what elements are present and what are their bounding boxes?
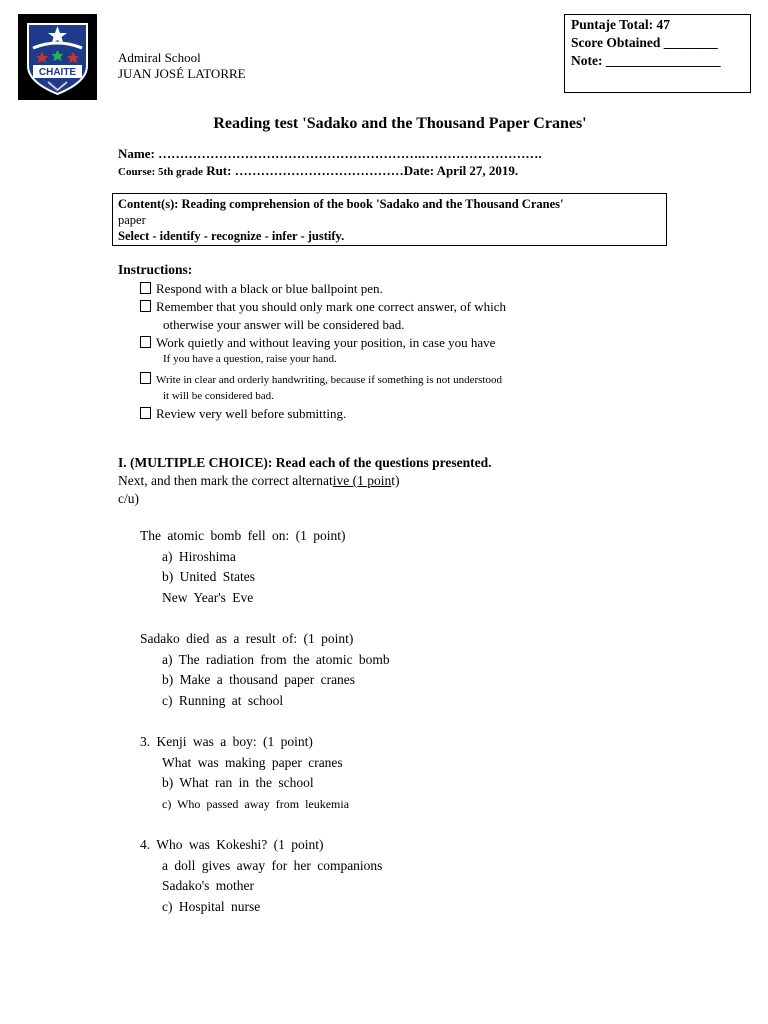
page-title: Reading test 'Sadako and the Thousand Paper Cranes' [213, 115, 587, 132]
question-stem: Sadako died as a result of: (1 point) [140, 631, 354, 646]
score-obtained: Score Obtained ________ [571, 35, 718, 50]
section-instruction-end: c/u) [118, 491, 139, 506]
option-a[interactable]: a) The radiation from the atomic bomb [162, 651, 390, 667]
section-heading: I. (MULTIPLE CHOICE): Read each of the questions presented. [118, 455, 492, 470]
question-1 [140, 526, 345, 609]
student-name-line: Name: …………………………………………………….………………………. [118, 146, 542, 161]
option-b[interactable]: b) Make a thousand paper cranes [162, 672, 356, 688]
question-4 [140, 835, 382, 918]
contents-box [112, 193, 667, 246]
svg-text:CHAITE: CHAITE [38, 67, 77, 78]
contents-line-1: Content(s): Reading comprehension of the book 'Sadako and the Thousand Cranes' [118, 197, 564, 211]
checkbox-icon [140, 300, 151, 312]
question-stem: 3. Kenji was a boy: (1 point) [140, 734, 313, 749]
option-a[interactable]: a) Hiroshima [162, 548, 236, 564]
question-stem: The atomic bomb fell on: (1 point) [140, 528, 346, 543]
score-total: Puntaje Total: 47 [571, 17, 671, 32]
instruction-item-cont: otherwise your answer will be considered bad. [163, 317, 405, 332]
contents-line-2: paper [118, 213, 146, 227]
section-instruction: Next, and then mark the correct alternative (1 point) [118, 473, 400, 488]
section-multiple-choice [118, 454, 492, 508]
school-logo [18, 14, 97, 100]
note-field: Note: _________________ [571, 53, 721, 68]
date-field: Date: April 27, 2019. [403, 163, 519, 178]
option-c[interactable]: New Year's Eve [162, 590, 254, 606]
school-name: Admiral School [118, 50, 201, 65]
option-c[interactable]: c) Running at school [162, 693, 284, 709]
score-box [564, 14, 751, 93]
instruction-item: Respond with a black or blue ballpoint pen. [140, 281, 383, 297]
instructions-heading: Instructions: [118, 262, 193, 277]
checkbox-icon [140, 336, 151, 348]
instruction-item: Review very well before submitting. [140, 406, 346, 422]
rut-field: Rut: ………………………………… [206, 163, 404, 178]
contents-skills: Select - identify - recognize - infer - justify. [118, 229, 345, 243]
checkbox-icon [140, 407, 151, 419]
instruction-item: Remember that you should only mark one correct answer, of which [140, 299, 506, 315]
option-b[interactable]: b) United States [162, 569, 255, 585]
instruction-item-cont: If you have a question, raise your hand. [163, 353, 337, 365]
school-name-block [118, 50, 246, 82]
course-label: Course: 5th grade [118, 166, 203, 178]
question-stem: 4. Who was Kokeshi? (1 point) [140, 837, 324, 852]
option-c[interactable]: c) Hospital nurse [162, 899, 261, 915]
checkbox-icon [140, 372, 151, 384]
option-c[interactable]: c) Who passed away from leukemia [162, 797, 350, 812]
question-3 [140, 732, 349, 815]
school-subname: JUAN JOSÉ LATORRE [118, 66, 246, 81]
instruction-item-cont: it will be considered bad. [163, 390, 274, 402]
school-crest-icon [18, 14, 97, 100]
course-line [118, 163, 518, 179]
checkbox-icon [140, 282, 151, 294]
instruction-item: Write in clear and orderly handwriting, because if something is not understood [140, 372, 502, 388]
option-a[interactable]: What was making paper cranes [162, 754, 343, 770]
instruction-item: Work quietly and without leaving your position, in case you have [140, 335, 495, 351]
option-b[interactable]: b) What ran in the school [162, 775, 314, 791]
question-2 [140, 629, 390, 712]
option-a[interactable]: a doll gives away for her companions [162, 857, 383, 873]
option-b[interactable]: Sadako's mother [162, 878, 255, 894]
